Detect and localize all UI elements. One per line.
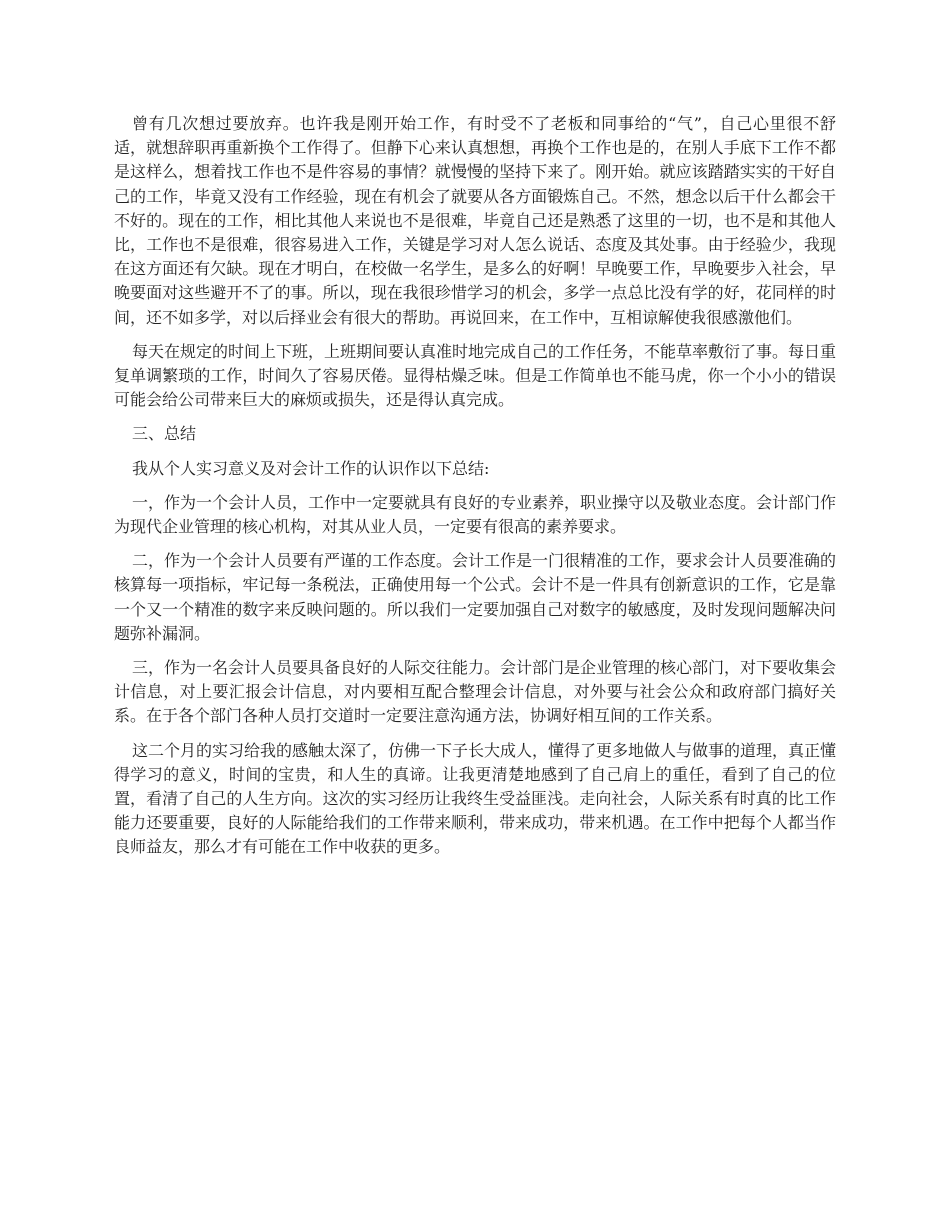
paragraph-point-three: 三，作为一名会计人员要具备良好的人际交往能力。会计部门是企业管理的核心部门，对下要收集会计信息，对上要汇报会计信息，对内要相互配合整理会计信息，对外要与社会公众和政府部门搞好关系。在于各个部门各种人员打交道时一定要注意沟通方法，协调好相互间的工作关系。 [114, 658, 837, 726]
document-page [114, 112, 836, 870]
paragraph-point-one: 一，作为一个会计人员，工作中一定要就具有良好的专业素养，职业操守以及敬业态度。会计部门作为现代企业管理的核心机构，对其从业人员，一定要有很高的素养要求。 [114, 492, 837, 537]
paragraph-giving-up: 曾有几次想过要放弃。也许我是刚开始工作，有时受不了老板和同事给的“气”，自己心里很不舒适，就想辞职再重新换个工作得了。但静下心来认真想想，再换个工作也是的，在别人手底下工作不都是这样么，想着找工作也不是件容易的事情？就慢慢的坚持下来了。刚开始。就应该踏踏实实的干好自己的工作，毕竟又没有工作经验，现在有机会了就要从各方面锻炼自己。不然，想念以后干什么都会干不好的。现在的工作，相比其他人来说也不是很难，毕竟自己还是熟悉了这里的一切，也不是和其他人比，工作也不是很难，很容易进入工作，关键是学习对人怎么说话、态度及其处事。由于经验少，我现在这方面还有欠缺。现在才明白，在校做一名学生，是多么的好啊！早晚要工作，早晚要步入社会，早晚要面对这些避开不了的事。所以，现在我很珍惜学习的机会，多学一点总比没有学的好，花同样的时间，还不如多学，对以后择业会有很大的帮助。再说回来，在工作中，互相谅解使我很感激他们。 [114, 114, 836, 327]
paragraph-daily-work: 每天在规定的时间上下班，上班期间要认真准时地完成自己的工作任务，不能草率敷衍了事。每日重复单调繁琐的工作，时间久了容易厌倦。显得枯燥乏味。但是工作简单也不能马虎，你一个小小的错误可能会给公司带来巨大的麻烦或损失，还是得认真完成。 [114, 341, 837, 410]
paragraph-point-two: 二，作为一个会计人员要有严谨的工作态度。会计工作是一门很精准的工作，要求会计人员要准确的核算每一项指标，牢记每一条税法，正确使用每一个公式。会计不是一件具有创新意识的工作，它是靠一个又一个精准的数字来反映问题的。所以我们一定要加强自己对数字的敏感度，及时发现问题解决问题弥补漏洞。 [114, 551, 837, 643]
paragraph-conclusion: 这二个月的实习给我的感触太深了，仿佛一下子长大成人，懂得了更多地做人与做事的道理，真正懂得学习的意义，时间的宝贵，和人生的真谛。让我更清楚地感到了自己肩上的重任，看到了自己的位置，看清了自己的人生方向。这次的实习经历让我终生受益匪浅。走向社会，人际关系有时真的比工作能力还要重要，良好的人际能给我们的工作带来顺利，带来成功，带来机遇。在工作中把每个人都当作良师益友，那么才有可能在工作中收获的更多。 [114, 740, 837, 857]
paragraph-summary-intro: 我从个人实习意义及对会计工作的认识作以下总结: [132, 458, 490, 478]
section-heading-summary: 三、总结 [132, 424, 197, 444]
